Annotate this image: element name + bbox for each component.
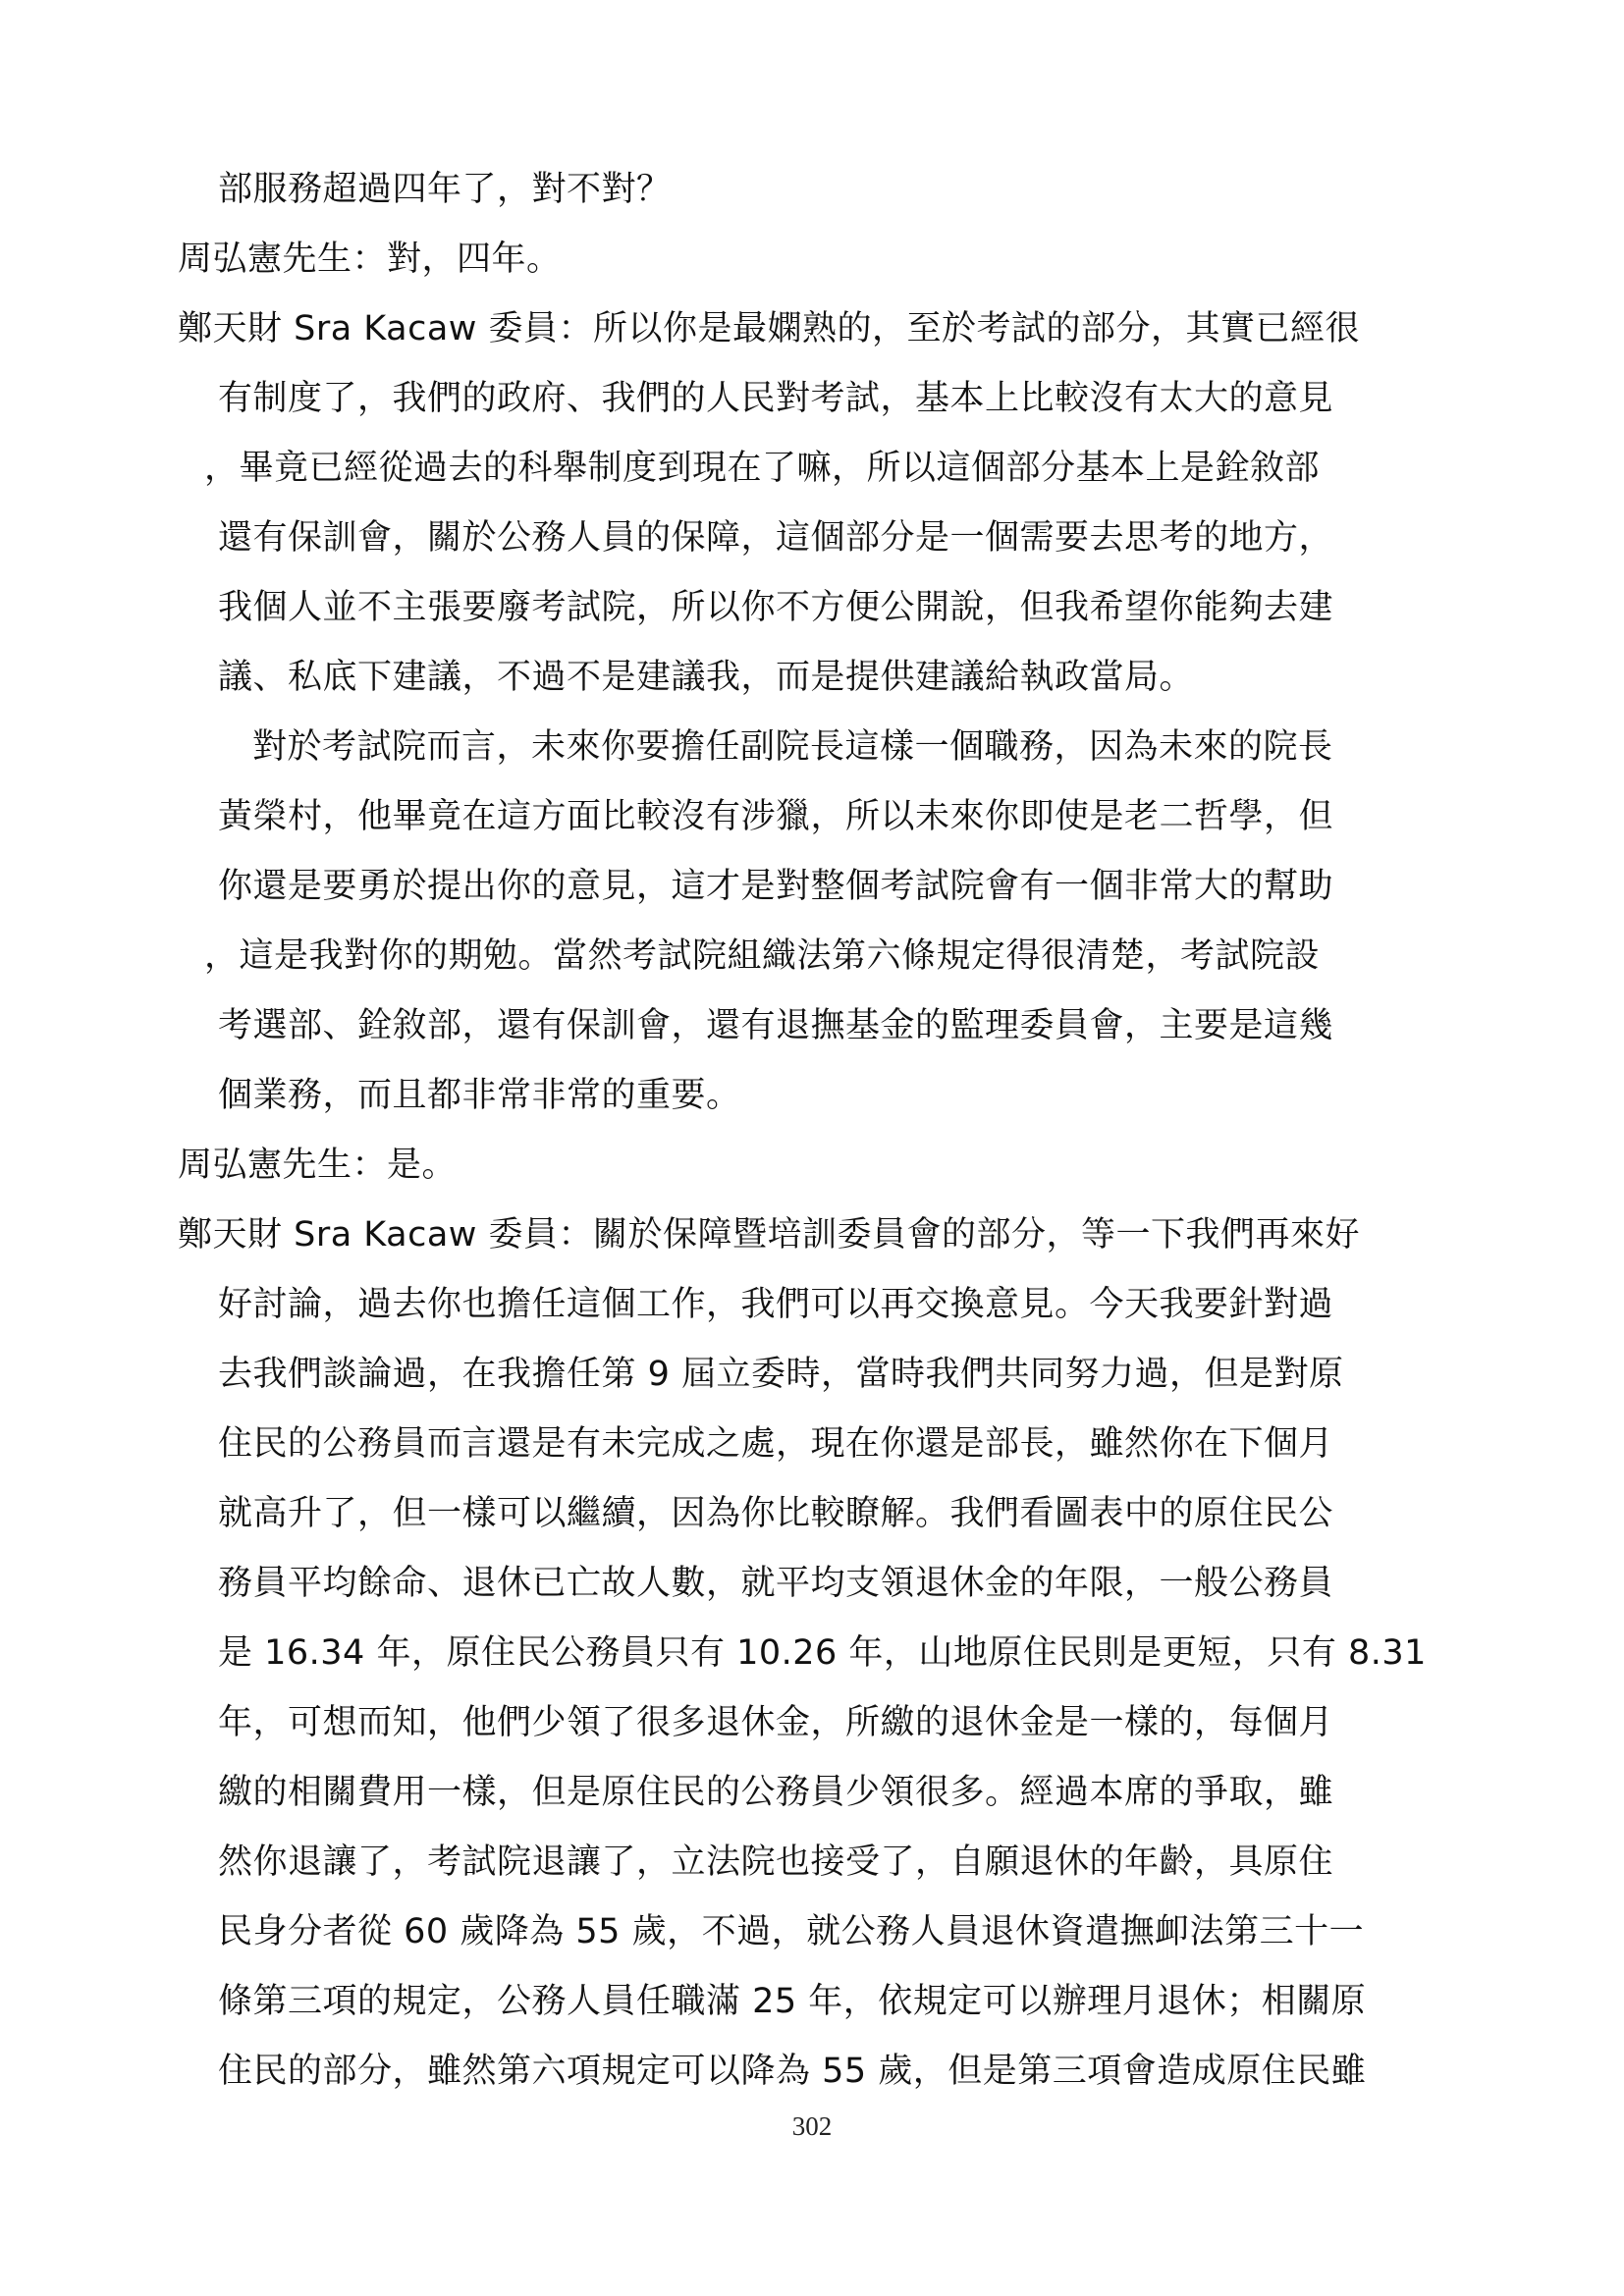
- text-line: 有制度了，我們的政府、我們的人民對考試，基本上比較沒有太大的意見: [218, 379, 1334, 418]
- text-line: 個業務，而且都非常非常的重要。: [218, 1076, 741, 1115]
- text-line: 部服務超過四年了，對不對？: [218, 170, 672, 209]
- text-line: 民身分者從 60 歲降為 55 歲，不過，就公務人員退休資遣撫卹法第三十一: [218, 1912, 1365, 1951]
- text-line: 然你退讓了，考試院退讓了，立法院也接受了，自願退休的年齡，具原住: [218, 1842, 1334, 1882]
- text-line: 對於考試院而言，未來你要擔任副院長這樣一個職務，因為未來的院長: [252, 727, 1333, 767]
- text-line: 我個人並不主張要廢考試院，所以你不方便公開說，但我希望你能夠去建: [218, 588, 1334, 627]
- text-line: 鄭天財 Sra Kacaw 委員：所以你是最嫻熟的，至於考試的部分，其實已經很: [178, 309, 1361, 348]
- text-line: 議、私底下建議，不過不是建議我，而是提供建議給執政當局。: [218, 658, 1195, 697]
- text-line: 你還是要勇於提出你的意見，這才是對整個考試院會有一個非常大的幫助: [218, 867, 1334, 906]
- text-line: 就高升了，但一樣可以繼續，因為你比較瞭解。我們看圖表中的原住民公: [218, 1494, 1334, 1533]
- text-line: 住民的公務員而言還是有未完成之處，現在你還是部長，雖然你在下個月: [218, 1424, 1334, 1464]
- text-line: 年，可想而知，他們少領了很多退休金，所繳的退休金是一樣的，每個月: [218, 1703, 1334, 1742]
- text-line: 是 16.34 年，原住民公務員只有 10.26 年，山地原住民則是更短，只有 8.31: [218, 1633, 1427, 1673]
- text-line: 鄭天財 Sra Kacaw 委員：關於保障暨培訓委員會的部分，等一下我們再來好: [178, 1215, 1361, 1255]
- text-line: 去我們談論過，在我擔任第 9 屆立委時，當時我們共同努力過，但是對原: [218, 1355, 1344, 1394]
- text-line: 還有保訓會，關於公務人員的保障，這個部分是一個需要去思考的地方，: [218, 518, 1334, 558]
- page-number: 302: [791, 2111, 833, 2141]
- text-line: 考選部、銓敘部，還有保訓會，還有退撫基金的監理委員會，主要是這幾: [218, 1006, 1334, 1045]
- text-line: ，畢竟已經從過去的科舉制度到現在了嘛，所以這個部分基本上是銓敘部: [204, 449, 1321, 488]
- text-line: ，這是我對你的期勉。當然考試院組織法第六條規定得很清楚，考試院設: [204, 936, 1321, 976]
- text-line: 周弘憲先生：對，四年。: [178, 240, 562, 279]
- text-line: 務員平均餘命、退休已亡故人數，就平均支領退休金的年限，一般公務員: [218, 1564, 1334, 1603]
- text-line: 周弘憲先生：是。: [178, 1146, 458, 1185]
- text-line: 黃榮村，他畢竟在這方面比較沒有涉獵，所以未來你即使是老二哲學，但: [218, 797, 1334, 836]
- text-line: 住民的部分，雖然第六項規定可以降為 55 歲，但是第三項會造成原住民雖: [218, 2052, 1367, 2091]
- text-line: 繳的相關費用一樣，但是原住民的公務員少領很多。經過本席的爭取，雖: [218, 1773, 1334, 1812]
- text-line: 條第三項的規定，公務人員任職滿 25 年，依規定可以辦理月退休；相關原: [218, 1982, 1367, 2021]
- text-line: 好討論，過去你也擔任這個工作，我們可以再交換意見。今天我要針對過: [218, 1285, 1334, 1324]
